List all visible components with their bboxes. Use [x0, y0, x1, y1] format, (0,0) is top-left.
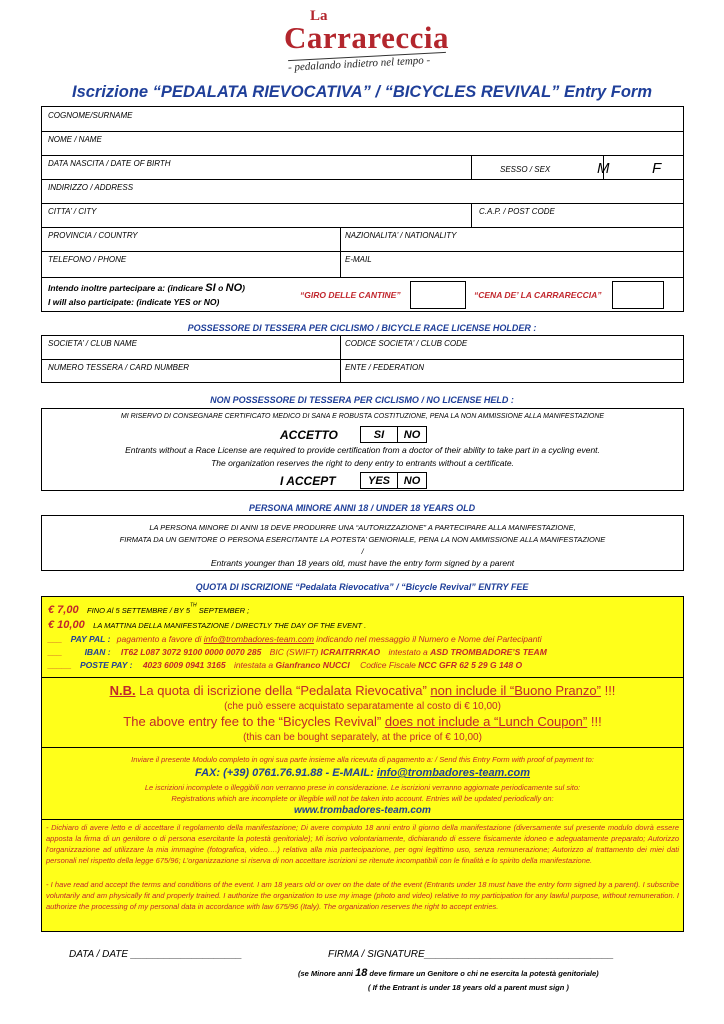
sex-m-option[interactable]: M — [597, 160, 610, 177]
accept-yes-option[interactable]: YES — [360, 472, 398, 489]
city-field[interactable]: CITTA’ / CITY — [48, 207, 97, 216]
postepay-line: _____ POSTE PAY : 4023 6009 0941 3165 intestata a Gianfranco NUCCI Codice Fiscale NCC GFR 62 5 29 G 148 O — [48, 660, 523, 670]
federation-field[interactable]: ENTE / FEDERATION — [345, 363, 424, 372]
nb-box — [42, 677, 683, 748]
card-number-field[interactable]: NUMERO TESSERA / CARD NUMBER — [48, 363, 190, 372]
minor-box — [41, 515, 684, 571]
minor-it-line2: FIRMATA DA UN GENITORE O PERSONA ESERCITANTE LA POTESTA’ GENIORIALE, PENA LA NON AMMISSIONE ALLA MANIFESTAZIONE — [119, 535, 606, 544]
nolicense-en-text1: Entrants without a Race License are required to provide certification from a doctor of their ability to take part in a cycling event. — [125, 445, 600, 455]
club-name-field[interactable]: SOCIETA’ / CLUB NAME — [48, 339, 137, 348]
license-section-title: POSSESSORE DI TESSERA PER CICLISMO / BICYCLE RACE LICENSE HOLDER : — [187, 323, 537, 333]
website-link[interactable]: www.trombadores-team.com — [294, 805, 431, 816]
minor-slash: / — [361, 547, 364, 556]
club-code-field[interactable]: CODICE SOCIETA’ / CLUB CODE — [345, 339, 468, 348]
terms-it: - Dichiaro di avere letto e di accettare il regolamento della manifestazione; Di avere compiuto 18 anni entro il giorno della manifestazione (diversamente sul presente modulo dovrà essere apposta la firma di un genitore o di persona esercitante la potestà genitoriale); Mi iscrivo volontariamente, dichiarando di essere fisicamente idoneo e adeguatamente preparato; Autorizzo l’organizzazione ad utilizzare la mia immagine (fotografica, video….) relativa alla mia partecipazione, per ogni legittimo uso, senza remunerazione; Autorizzo al trattamento dei miei dati personali nel rispetto della legge 675/96; L’organizzazione si riserva di non accettare iscrizioni se ritenute incompatibili con le finalità e lo spirito della manifestazione. — [46, 823, 679, 865]
participate-label-it: Intendo inoltre partecipare a: (indicare SI o NO) — [48, 282, 245, 294]
paypal-email-link[interactable]: info@trombadores-team.com — [203, 634, 314, 644]
accept-no-option[interactable]: NO — [397, 472, 427, 489]
accetto-si-option[interactable]: SI — [360, 426, 398, 443]
accetto-label: ACCETTO — [280, 428, 338, 442]
nationality-field[interactable]: NAZIONALITA’ / NATIONALITY — [345, 231, 457, 240]
name-field[interactable]: NOME / NAME — [48, 135, 102, 144]
send-line4: Registrations which are incomplete or illegible will not be taken into account. Entries will be updated periodically on: — [171, 794, 554, 803]
terms-en: - I have read and accept the terms and conditions of the event. I am 18 years old or over on the date of the event (Entrants under 18 must have the entry form signed by a parent). I subscribe voluntarily and am physically fit and properly trained. I authorize the organization to use my image (photo and video) relative to my participation for any lawful purpose, without remuneration. I authorize the processing of my personal data in accordance with law 675/96 (Italy). The organization reserves the right to accept entries. — [46, 880, 679, 911]
nb-it-sub: (che può essere acquistato separatamente al costo di € 10,00) — [224, 701, 501, 712]
nolicense-en-text2: The organization reserves the right to deny entry to entrants without a certificate. — [211, 458, 514, 468]
nb-en-sub: (this can be bought separately, at the price of € 10,00) — [243, 732, 482, 743]
nb-en-line: The above entry fee to the “Bicycles Revival” does not include a “Lunch Coupon” !!! — [123, 714, 602, 729]
send-email-link[interactable]: info@trombadores-team.com — [376, 767, 531, 779]
participate-label-en: I will also participate: (indicate YES or NO) — [48, 297, 220, 307]
signature-field[interactable]: FIRMA / SIGNATURE__________________________________ — [328, 949, 614, 960]
iban-line: ___ IBAN : IT62 L087 3072 9100 0000 0070 285 BIC (SWIFT) ICRAITRRKAO intestato a ASD TROMBADORE’S TEAM — [48, 647, 547, 657]
postcode-field[interactable]: C.A.P. / POST CODE — [479, 207, 555, 216]
price-late: € 10,00 LA MATTINA DELLA MANIFESTAZIONE / DIRECTLY THE DAY OF THE EVENT . — [48, 619, 367, 631]
address-field[interactable]: INDIRIZZO / ADDRESS — [48, 183, 134, 192]
date-signature-field[interactable]: DATA / DATE ____________________ — [69, 949, 243, 960]
personal-data-table — [41, 106, 684, 312]
paypal-line: ___ PAY PAL : pagamento a favore di info@trombadores-team.com indicando nel messaggio il Numero e Nome dei Partecipanti — [48, 634, 542, 644]
minor-en: Entrants younger than 18 years old, must have the entry form signed by a parent — [210, 558, 515, 568]
footer-minor-it: (se Minore anni 18 deve firmare un Genitore o chi ne esercita la potestà genitoriale) — [298, 967, 599, 979]
event-cena-carrareccia: “CENA DE’ LA CARRARECCIA” — [474, 290, 602, 300]
logo-name: Carrareccia — [284, 20, 449, 55]
accetto-no-option[interactable]: NO — [397, 426, 427, 443]
province-field[interactable]: PROVINCIA / COUNTRY — [48, 231, 138, 240]
nolicense-section-title: NON POSSESSORE DI TESSERA PER CICLISMO / NO LICENSE HELD : — [210, 395, 514, 405]
page-title: Iscrizione “PEDALATA RIEVOCATIVA” / “BICYCLES REVIVAL” Entry Form — [71, 83, 652, 101]
logo-la: La — [310, 8, 328, 24]
logo — [282, 8, 452, 74]
send-line3: Le iscrizioni incomplete o illeggibili non verranno prese in considerazione. Le iscrizioni verranno aggiornate periodicamente sul sito: — [144, 783, 581, 792]
event-cena-checkbox[interactable] — [612, 281, 664, 309]
minor-it-line1: LA PERSONA MINORE DI ANNI 18 DEVE PRODURRE UNA “AUTORIZZAZIONE” A PARTECIPARE ALLA MANIFESTAZIONE, — [149, 523, 576, 532]
surname-field[interactable]: COGNOME/SURNAME — [48, 111, 133, 120]
sex-label: SESSO / SEX — [500, 165, 551, 174]
birth-date-field[interactable]: DATA NASCITA / DATE OF BIRTH — [48, 159, 171, 168]
i-accept-label: I ACCEPT — [280, 474, 336, 488]
event-giro-checkbox[interactable] — [410, 281, 466, 309]
minor-section-title: PERSONA MINORE ANNI 18 / UNDER 18 YEARS OLD — [248, 503, 476, 513]
logo-tagline: - pedalando indietro nel tempo - — [287, 54, 431, 74]
phone-field[interactable]: TELEFONO / PHONE — [48, 255, 127, 264]
nb-it-line: N.B. La quota di iscrizione della “Pedalata Rievocativa” non include il “Buono Pranzo” !!! — [109, 683, 616, 698]
fee-box — [41, 596, 684, 932]
send-contact-line: FAX: (+39) 0761.76.91.88 - E-MAIL: info@trombadores-team.com — [194, 767, 531, 779]
nolicense-it-text: MI RISERVO DI CONSEGNARE CERTIFICATO MEDICO DI SANA E ROBUSTA COSTITUZIONE, PENA LA NON AMMISSIONE ALLA MANIFESTAZIONE — [120, 413, 605, 420]
fee-section-title: QUOTA DI ISCRIZIONE “Pedalata Rievocativa” / “Bicycle Revival” ENTRY FEE — [195, 582, 529, 592]
send-line1: Inviare il presente Modulo completo in ogni sua parte insieme alla ricevuta di pagamento a: / Send this Entry Form with proof of payment to: — [131, 755, 594, 764]
footer-minor-en: ( If the Entrant is under 18 years old a parent must sign ) — [368, 983, 569, 992]
event-giro-delle-cantine: “GIRO DELLE CANTINE” — [300, 290, 401, 300]
nolicense-box — [41, 408, 684, 491]
email-field[interactable]: E-MAIL — [345, 255, 372, 264]
terms-box — [42, 819, 683, 931]
sex-f-option[interactable]: F — [652, 160, 662, 177]
license-table — [41, 335, 684, 383]
price-early: € 7,00 FINO Al 5 SETTEMBRE / BY 5TH SEPTEMBER ; — [48, 602, 250, 616]
